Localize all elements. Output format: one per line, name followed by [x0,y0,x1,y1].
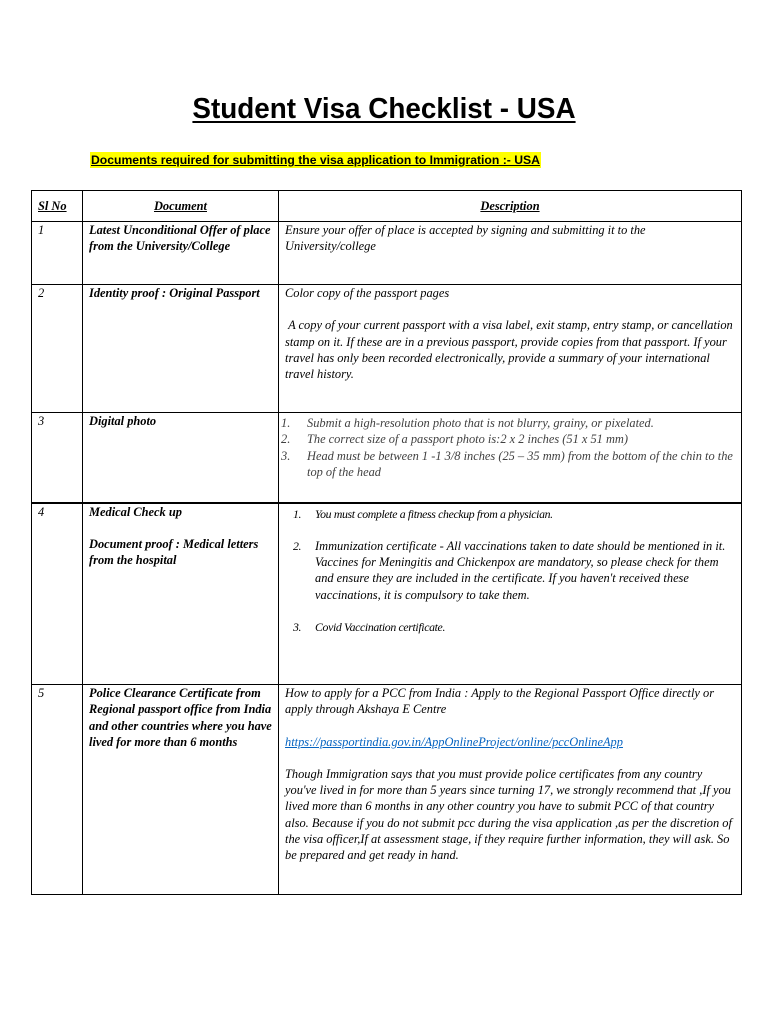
list-item: 1. You must complete a fitness checkup from a physician. [293,506,553,521]
document-proof: Document proof : Medical letters from the hospital [89,536,259,568]
description-text: A copy of your current passport with a visa label, exit stamp, entry stamp, or cancellation stamp on it. If these are in a previous passport, provide copies from that passport. If your travel has only been recorded electronically, provide a summary of your international travel history. [285,318,736,382]
table-row [32,685,742,895]
row-number: 4 [32,503,83,685]
description-text: Though Immigration says that you must provide police certificates from any country you've lived in for more than 5 years since turning 17, we strongly recommend that ,If you lived more than 6 months in any other country you have to submit PCC of that country also. Because if you do not submit pcc during the visa application ,as per the discretion of the visa officer,If at assessment stage, if they require further information, they will ask. So be prepared and get ready in hand. [285,766,732,863]
row-description [279,685,742,895]
row-description [279,413,742,503]
header-description: Description [279,191,742,222]
page-title: Student Visa Checklist - USA [192,93,576,125]
list-item: 2. The correct size of a passport photo is:2 x 2 inches (51 x 51 mm) [281,432,628,447]
photo-requirements-list [281,415,735,480]
row-description [279,285,742,413]
description-text: Color copy of the passport pages [285,286,450,300]
row-description [279,503,742,685]
list-item: 3. Head must be between 1 -1 3/8 inches (25 – 35 mm) from the bottom of the chin to the top of the head [281,448,733,479]
medical-requirements-list [285,506,735,636]
table-row [32,503,742,685]
header-document: Document [83,191,279,222]
list-item: 2. Immunization certificate - All vaccinations taken to date should be mentioned in it. Vaccines for Meningitis and Chickenpox are mandatory, so please check for them and ensure they are included in the certificate. If you haven't received these vaccinations, it is compulsory to take them. [293,538,726,602]
description-text: How to apply for a PCC from India : Apply to the Regional Passport Office directly or apply through Akshaya E Centre [285,686,715,717]
row-document [83,503,279,685]
list-item: 3. Covid Vaccination certificate. [293,619,446,634]
row-description [279,222,742,285]
table-row [32,413,742,503]
table-row [32,285,742,413]
table-row [32,222,742,285]
list-item: 1. Submit a high-resolution photo that is not blurry, grainy, or pixelated. [281,416,654,430]
row-number: 1 [32,222,83,285]
document-title: Medical Check up [89,504,182,519]
row-number: 5 [32,685,83,895]
row-document: Latest Unconditional Offer of place from the University/College [83,222,279,285]
row-number: 3 [32,413,83,503]
highlighted-subtitle: Documents required for submitting the visa application to Immigration :- USA [91,153,540,167]
row-document: Identity proof : Original Passport [83,285,279,413]
pcc-online-link[interactable]: https://passportindia.gov.in/AppOnlineProject/online/pccOnlineApp [285,734,623,749]
description-text: Ensure your offer of place is accepted by signing and submitting it to the University/college [285,223,646,254]
header-sl-no: Sl No [32,191,83,222]
table-header-row [32,191,742,222]
row-document: Police Clearance Certificate from Regional passport office from India and other countries where you have lived for more than 6 months [83,685,279,895]
checklist-table [31,190,742,895]
row-number: 2 [32,285,83,413]
row-document: Digital photo [83,413,279,503]
